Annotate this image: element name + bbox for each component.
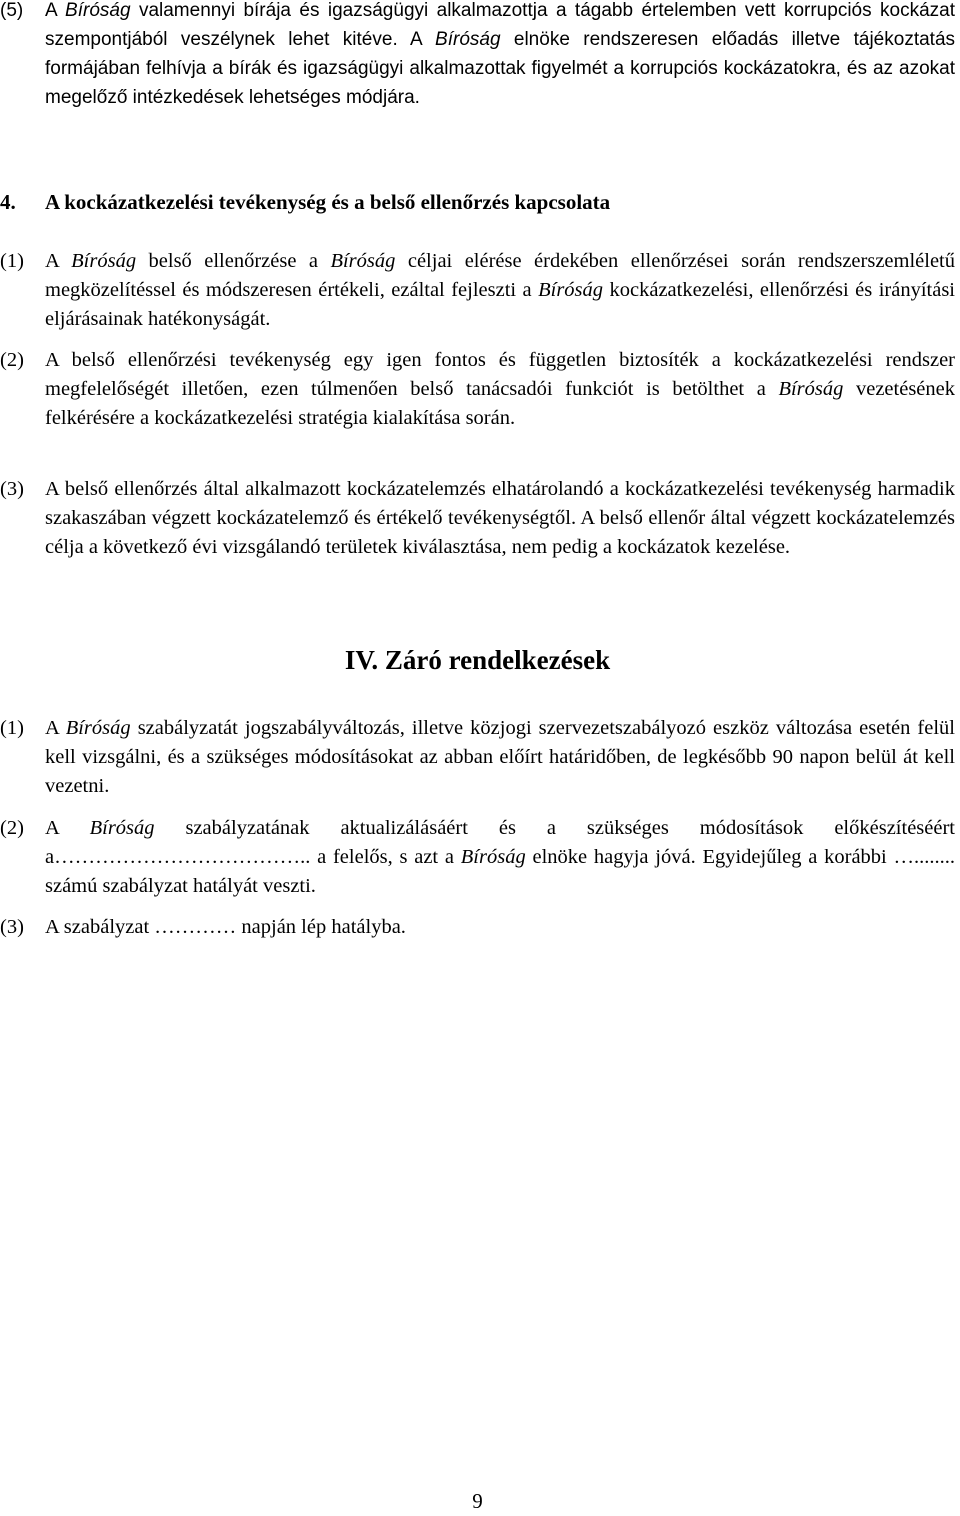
item-text: A szabályzat ………… napján lép hatályba. [45,916,406,938]
court-name-italic: Bíróság [89,817,155,839]
court-name-italic: Bíróság [460,846,526,868]
item-number: (1) [0,717,24,739]
item-text: A belső ellenőrzés által alkalmazott kockázatelemzés elhatárolandó a kockázatkezelési tevékenység harmadik szakaszában végzett kockázatelemző és értékelő tevékenységtől. A belső ellenőr által végzett kockázatelemzés célja a következő évi vizsgálandó területek kiválasztása, nem pedig a kockázatok kezelése. [45,478,955,558]
paragraph-5 [0,0,955,112]
court-name-italic: Bíróság [538,279,604,301]
court-name-italic: Bíróság [778,378,844,400]
paragraph-number: (5) [0,0,24,21]
court-name-italic: Bíróság [435,29,501,50]
section4-item-1 [0,247,955,334]
section4-item-3 [0,475,955,562]
item-number: (2) [0,349,24,371]
item-number: (3) [0,916,24,938]
chapter4-item-2 [0,814,955,901]
court-name-italic: Bíróság [65,0,131,21]
item-text: A belső ellenőrzési tevékenység egy igen fontos és független biztosíték a kockázatkezelési rendszer megfelelőségét illetően, ezen túlmenően belső tanácsadói funkciót is betölthet a Bíróság vezetésének felkérésére a kockázatkezelési stratégia kialakítása során. [45,349,955,429]
item-number: (1) [0,250,24,272]
court-name-italic: Bíróság [65,717,131,739]
court-name-italic: Bíróság [330,250,396,272]
chapter4-item-1 [0,714,955,801]
item-number: (3) [0,478,24,500]
item-text: A Bíróság szabályzatának aktualizálásáért és a szükséges módosítások előkészítéséért a……………………………….. a felelős, s azt a Bíróság elnöke hagyja jóvá. Egyidejűleg a korábbi …........ számú szabályzat hatályát veszti. [45,817,956,897]
page-number: 9 [472,1489,483,1513]
chapter-heading: IV. Záró rendelkezések [344,645,611,675]
section-heading [0,188,955,217]
chapter4-item-3 [0,913,955,942]
court-name-italic: Bíróság [71,250,137,272]
section4-item-2 [0,346,955,433]
item-text: A Bíróság belső ellenőrzése a Bíróság céljai elérése érdekében ellenőrzései során rendszerszemléletű megközelítéssel és módszeresen értékeli, ezáltal fejleszti a Bíróság kockázatkezelési, ellenőrzési és irányítási eljárásainak hatékonyságát. [45,250,956,330]
item-number: (2) [0,817,24,839]
section-number: 4. [0,190,16,214]
paragraph-text: A Bíróság valamennyi bírája és igazságügyi alkalmazottja a tágabb értelemben vett korrupciós kockázat szempontjából veszélynek lehet kitéve. A Bíróság elnöke rendszeresen előadás illetve tájékoztatás formájában felhívja a bírák és igazságügyi alkalmazottak figyelmét a korrupciós kockázatokra, és az azokat megelőző intézkedések lehetséges módjára. [45,0,956,108]
item-text: A Bíróság szabályzatát jogszabályváltozás, illetve közjogi szervezetszabályozó eszköz változása esetén felül kell vizsgálni, és a szükséges módosításokat az abban előírt határidőben, de legkésőbb 90 napon belül át kell vezetni. [45,717,955,797]
section-title: A kockázatkezelési tevékenység és a belső ellenőrzés kapcsolata [45,190,611,214]
